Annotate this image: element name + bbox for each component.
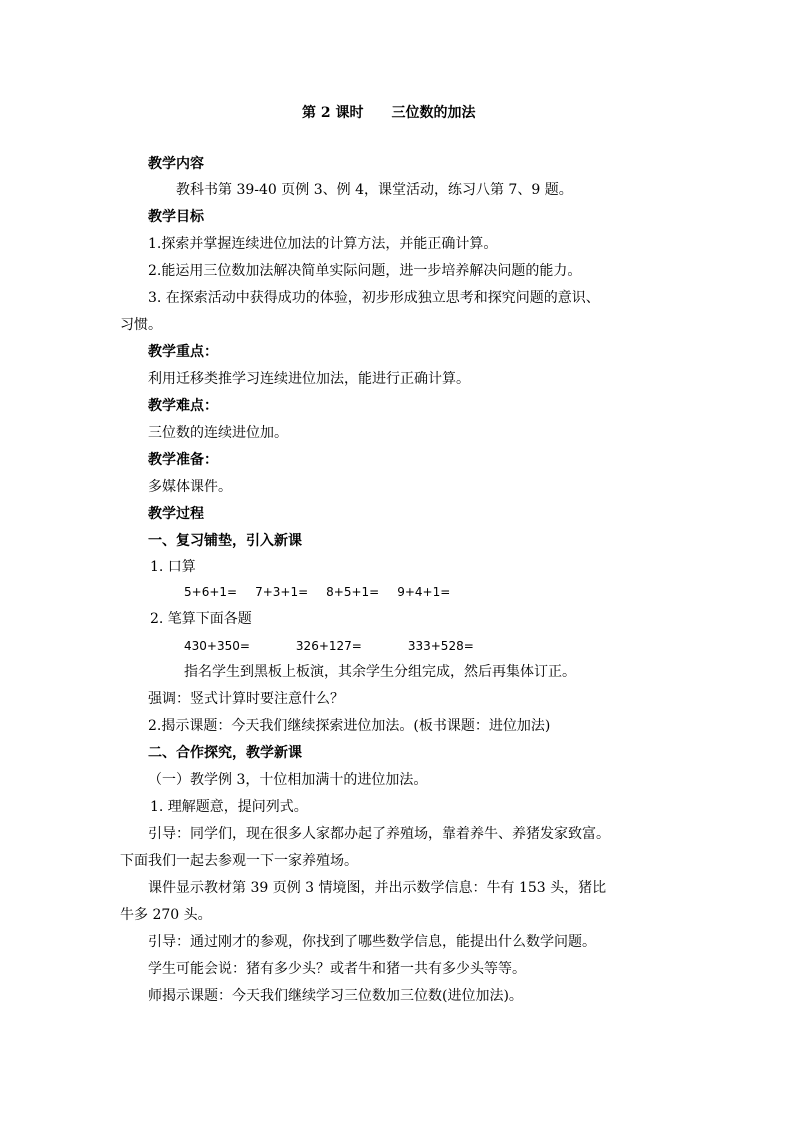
courseware-line2: 牛多 270 头。	[120, 907, 212, 923]
board-text: 指名学生到黑板上板演，其余学生分组完成，然后再集体订正。	[184, 664, 576, 680]
oral-item: 8+5+1=	[326, 585, 380, 599]
content-text: 教科书第 39-40 页例 3、例 4，课堂活动，练习八第 7、9 题。	[176, 182, 573, 198]
guide-1-line2: 下面我们一起去参观一下一家养殖场。	[120, 853, 358, 869]
written-items	[184, 636, 474, 656]
goal-3-line2: 习惯。	[120, 317, 162, 333]
oral-items	[184, 582, 450, 602]
prep-text: 多媒体课件。	[148, 479, 232, 495]
courseware-line1: 课件显示教材第 39 页例 3 情境图，并出示数学信息：牛有 153 头，猪比	[148, 880, 607, 896]
example-3: （一）教学例 3，十位相加满十的进位加法。	[148, 772, 428, 788]
students-text: 学生可能会说：猪有多少头？或者牛和猪一共有多少头等等。	[148, 961, 526, 977]
oral-item: 9+4+1=	[397, 585, 451, 599]
oral-item: 7+3+1=	[255, 585, 309, 599]
oral-item: 5+6+1=	[184, 585, 238, 599]
goal-2: 2.能运用三位数加法解决简单实际问题，进一步培养解决问题的能力。	[148, 263, 582, 279]
goal-3-line1: 3. 在探索活动中获得成功的体验，初步形成独立思考和探究问题的意识、	[148, 290, 600, 306]
emphasis-text: 强调：竖式计算时要注意什么？	[148, 691, 344, 707]
content-heading: 教学内容	[148, 156, 204, 172]
difficulty-heading: 教学难点：	[148, 398, 218, 414]
reveal-topic-1: 2.揭示课题：今天我们继续探索进位加法。(板书课题：进位加法)	[148, 718, 551, 734]
understand-step: 1. 理解题意，提问列式。	[150, 799, 308, 815]
written-item: 430+350=	[184, 639, 250, 653]
goals-heading: 教学目标	[148, 209, 204, 225]
lesson-topic: 三位数的加法	[391, 105, 476, 121]
prep-heading: 教学准备：	[148, 452, 218, 468]
goal-1: 1.探索并掌握连续进位加法的计算方法，并能正确计算。	[148, 236, 498, 252]
oral-label: 1. 口算	[150, 559, 196, 575]
lesson-title	[302, 103, 476, 123]
guide-2: 引导：通过刚才的参观，你找到了哪些数学信息，能提出什么数学问题。	[148, 934, 596, 950]
lesson-number: 第 2 课时	[302, 105, 364, 121]
part1-heading: 一、复习铺垫，引入新课	[148, 533, 302, 549]
written-item: 326+127=	[295, 639, 362, 653]
difficulty-text: 三位数的连续进位加。	[148, 425, 288, 441]
written-item: 333+528=	[407, 639, 474, 653]
process-heading: 教学过程	[148, 506, 204, 522]
guide-1-line1: 引导：同学们，现在很多人家都办起了养殖场，靠着养牛、养猪发家致富。	[148, 826, 610, 842]
part2-heading: 二、合作探究，教学新课	[148, 745, 302, 761]
key-text: 利用迁移类推学习连续进位加法，能进行正确计算。	[148, 371, 470, 387]
reveal-topic-2: 师揭示课题：今天我们继续学习三位数加三位数(进位加法)。	[148, 988, 523, 1004]
written-label: 2. 笔算下面各题	[150, 611, 252, 627]
key-heading: 教学重点：	[148, 344, 218, 360]
